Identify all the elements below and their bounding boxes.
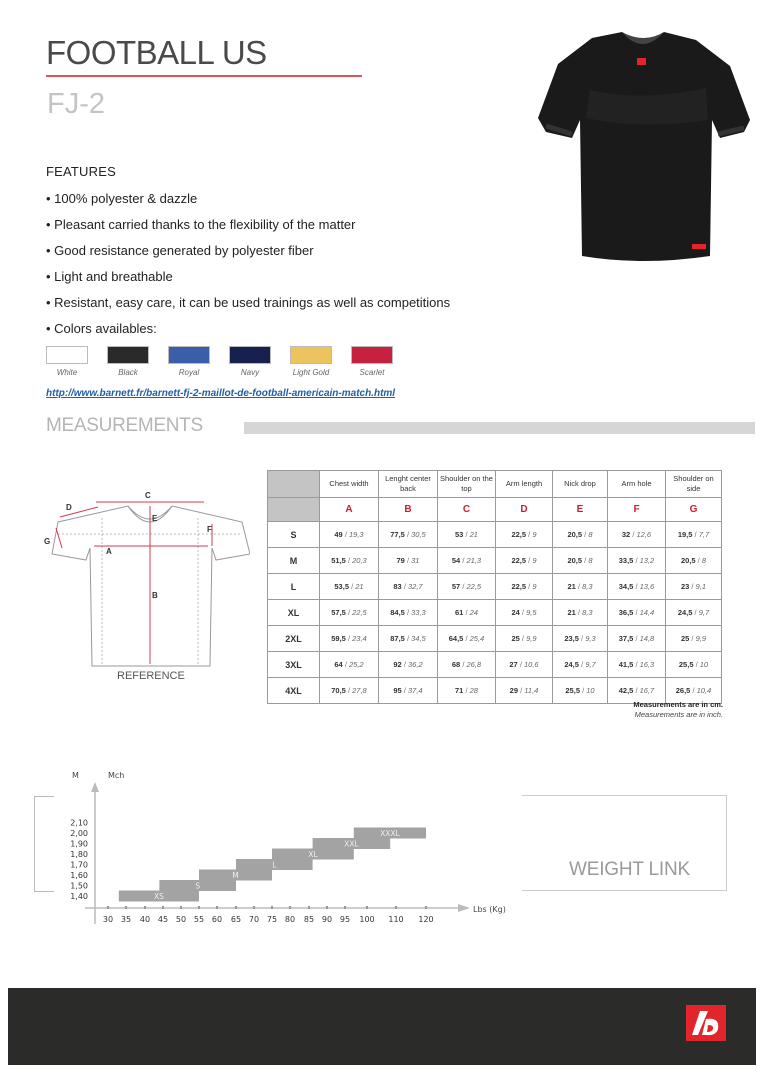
value-inch: 8: [588, 556, 593, 565]
measurement-cell: 23 / 9,1: [666, 574, 722, 600]
measurement-cell: 29 / 11,4: [496, 678, 553, 704]
x-tick-label: 100: [359, 915, 375, 924]
size-label: 4XL: [268, 678, 320, 704]
value-cm: 23: [680, 582, 690, 591]
value-inch: 8,3: [582, 582, 593, 591]
value-inch: 21: [469, 530, 478, 539]
measurement-cell: 57 / 22,5: [438, 574, 496, 600]
value-cm: 32: [621, 530, 631, 539]
measurement-cell: 22,5 / 9: [496, 574, 553, 600]
column-header: Arm hole: [608, 471, 666, 498]
x-tick-label: 40: [139, 915, 151, 924]
measurement-cell: 32 / 12,6: [608, 522, 666, 548]
bar-size-label: XXL: [344, 839, 359, 849]
swatch-label: Royal: [178, 368, 200, 377]
value-inch: 11,4: [524, 686, 539, 695]
measurement-cell: 20,5 / 8: [553, 548, 608, 574]
measurement-cell: 20,5 / 8: [666, 548, 722, 574]
column-header: Chest width: [320, 471, 379, 498]
value-cm: 20,5: [680, 556, 696, 565]
value-inch: 21,3: [466, 556, 482, 565]
column-letter: A: [320, 498, 379, 522]
column-header: Shoulder on the top: [438, 471, 496, 498]
size-label: 3XL: [268, 652, 320, 678]
svg-text:D: D: [66, 503, 72, 512]
value-inch: 34,5: [411, 634, 426, 643]
measurement-cell: 21 / 8,3: [553, 574, 608, 600]
measurement-cell: 36,5 / 14,4: [608, 600, 666, 626]
value-cm: 34,5: [618, 582, 634, 591]
measurement-cell: 25 / 9,9: [496, 626, 553, 652]
page-title: FOOTBALL US: [46, 34, 267, 71]
table-row: [268, 600, 722, 626]
measurement-cell: 53,5 / 21: [320, 574, 379, 600]
barnett-logo-icon: [686, 1005, 726, 1041]
x-axis-arrow-icon: [458, 904, 470, 912]
measurement-cell: 42,5 / 16,7: [608, 678, 666, 704]
y-tick-label: 1,40: [70, 892, 88, 901]
value-inch: 27,8: [352, 686, 367, 695]
value-cm: 61: [455, 608, 464, 617]
x-tick-label: 50: [175, 915, 187, 924]
value-cm: 68: [451, 660, 461, 669]
value-inch: 9,1: [695, 582, 707, 591]
reference-label: REFERENCE: [117, 670, 185, 682]
value-cm: 22,5: [511, 556, 527, 565]
bar-size-label: L: [272, 860, 277, 870]
feature-item: • Light and breathable: [46, 269, 173, 284]
measurement-cell: 21 / 8,3: [553, 600, 608, 626]
color-chip: [107, 346, 149, 364]
product-link[interactable]: http://www.barnett.fr/barnett-fj-2-maillot-de-football-americain-match.html: [46, 388, 396, 399]
measurement-cell: 92 / 36,2: [379, 652, 438, 678]
y-tick-label: 1,60: [70, 871, 88, 880]
value-cm: 27: [509, 660, 518, 669]
size-label: S: [268, 522, 320, 548]
value-inch: 8,3: [582, 608, 593, 617]
table-header-row: [268, 471, 722, 498]
value-cm: 21: [567, 608, 576, 617]
features-heading: FEATURES: [46, 164, 116, 179]
measurement-cell: 24 / 9,5: [496, 600, 553, 626]
value-cm: 53: [455, 530, 464, 539]
x-tick-label: 70: [248, 915, 260, 924]
measurement-cell: 71 / 28: [438, 678, 496, 704]
value-inch: 22,5: [466, 582, 482, 591]
swatch-label: White: [56, 368, 78, 377]
bar-size-label: XXXL: [380, 829, 400, 838]
value-cm: 77,5: [390, 530, 405, 539]
bar-size-label: M: [232, 871, 239, 880]
x-tick-label: 45: [157, 915, 169, 924]
measurement-cell: 68 / 26,8: [438, 652, 496, 678]
x-tick-label: 65: [230, 915, 242, 924]
table-row: [268, 574, 722, 600]
measurement-cell: 49 / 19,3: [320, 522, 379, 548]
value-inch: 10,6: [524, 660, 539, 669]
swatch-light-gold: [290, 346, 332, 377]
value-cm: 95: [393, 686, 402, 695]
column-letter: E: [553, 498, 608, 522]
measurement-cell: 95 / 37,4: [379, 678, 438, 704]
measurement-cell: 57,5 / 22,5: [320, 600, 379, 626]
measurement-cell: 77,5 / 30,5: [379, 522, 438, 548]
column-header: Nick drop: [553, 471, 608, 498]
value-inch: 36,2: [408, 660, 423, 669]
color-chip: [229, 346, 271, 364]
feature-item: • 100% polyester & dazzle: [46, 191, 197, 206]
size-label: XL: [268, 600, 320, 626]
value-cm: 42,5: [618, 686, 634, 695]
measurement-cell: 41,5 / 16,3: [608, 652, 666, 678]
x-tick-label: 35: [120, 915, 132, 924]
value-inch: 30,5: [411, 530, 426, 539]
value-inch: 20,3: [352, 556, 367, 565]
x-tick-label: 120: [418, 915, 434, 924]
svg-text:B: B: [152, 591, 158, 600]
x-tick-label: 80: [284, 915, 296, 924]
x-tick-label: 85: [303, 915, 315, 924]
value-inch: 10: [586, 686, 595, 695]
measurement-cell: 64 / 25,2: [320, 652, 379, 678]
column-header: Lenght center back: [379, 471, 438, 498]
value-cm: 24: [511, 608, 520, 617]
value-cm: 79: [396, 556, 405, 565]
color-chip: [351, 346, 393, 364]
value-inch: 10: [699, 660, 709, 669]
weight-size-chart: [30, 762, 510, 932]
measurement-cell: 23,5 / 9,3: [553, 626, 608, 652]
measurements-heading: MEASUREMENTS: [46, 415, 203, 436]
value-cm: 25,5: [678, 660, 694, 669]
value-cm: 25: [511, 634, 520, 643]
value-cm: 57: [451, 582, 461, 591]
swatch-white: [46, 346, 88, 377]
x-tick-label: 75: [266, 915, 278, 924]
value-inch: 9,7: [585, 660, 596, 669]
x-tick-label: 55: [193, 915, 205, 924]
reference-shirt-diagram: [40, 488, 250, 668]
value-inch: 12,6: [636, 530, 652, 539]
value-cm: 41,5: [618, 660, 634, 669]
value-cm: 70,5: [331, 686, 346, 695]
color-swatches: [46, 346, 393, 377]
measurement-cell: 87,5 / 34,5: [379, 626, 438, 652]
value-inch: 14,8: [639, 634, 655, 643]
value-inch: 8: [588, 530, 593, 539]
measurement-cell: 24,5 / 9,7: [666, 600, 722, 626]
measurement-cell: 25,5 / 10: [666, 652, 722, 678]
swatch-label: Scarlet: [359, 368, 385, 377]
y-tick-label: 1,50: [70, 881, 88, 891]
value-cm: 20,5: [567, 530, 583, 539]
value-cm: 83: [393, 582, 402, 591]
value-inch: 19,3: [349, 530, 364, 539]
value-inch: 9: [532, 582, 537, 591]
measurement-cell: 64,5 / 25,4: [438, 626, 496, 652]
value-inch: 25,2: [349, 660, 364, 669]
value-cm: 23,5: [564, 634, 579, 643]
jersey-photo: [530, 30, 755, 270]
note-inch: Measurements are in inch.: [634, 710, 723, 719]
value-cm: 29: [509, 686, 519, 695]
measurement-cell: 20,5 / 8: [553, 522, 608, 548]
measurement-cell: 61 / 24: [438, 600, 496, 626]
value-cm: 87,5: [390, 634, 405, 643]
measurement-cell: 25,5 / 10: [553, 678, 608, 704]
value-inch: 14,4: [639, 608, 655, 617]
value-cm: 25,5: [565, 686, 580, 695]
measurement-cell: 26,5 / 10,4: [666, 678, 722, 704]
color-chip: [290, 346, 332, 364]
column-header: Shoulder on side: [666, 471, 722, 498]
value-cm: 24,5: [677, 608, 693, 617]
value-inch: 21: [355, 582, 364, 591]
y-axis-arrow-icon: [91, 782, 99, 792]
value-inch: 13,2: [639, 556, 655, 565]
measurement-cell: 70,5 / 27,8: [320, 678, 379, 704]
feature-item: • Pleasant carried thanks to the flexibility of the matter: [46, 217, 356, 232]
swatch-label: Light Gold: [292, 368, 330, 377]
weight-link-label: WEIGHT LINK: [569, 859, 690, 880]
value-inch: 13,6: [639, 582, 655, 591]
table-corner: [268, 498, 320, 522]
measurement-cell: 51,5 / 20,3: [320, 548, 379, 574]
table-row: [268, 652, 722, 678]
value-cm: 22,5: [511, 582, 527, 591]
measurement-cell: 24,5 / 9,7: [553, 652, 608, 678]
bar-size-label: XL: [308, 850, 318, 859]
value-inch: 26,8: [466, 660, 482, 669]
value-cm: 24,5: [564, 660, 579, 669]
value-cm: 84,5: [390, 608, 405, 617]
x-tick-label: 60: [211, 915, 223, 924]
value-inch: 22,5: [352, 608, 367, 617]
swatch-label: Black: [118, 368, 138, 377]
value-inch: 16,7: [639, 686, 655, 695]
value-inch: 16,3: [639, 660, 655, 669]
value-cm: 21: [567, 582, 576, 591]
measurement-cell: 25 / 9,9: [666, 626, 722, 652]
column-letter: D: [496, 498, 553, 522]
size-label: M: [268, 548, 320, 574]
measurement-cell: 54 / 21,3: [438, 548, 496, 574]
value-inch: 9,5: [526, 608, 537, 617]
value-inch: 9,9: [526, 634, 537, 643]
measurement-cell: 22,5 / 9: [496, 548, 553, 574]
measurement-cell: 84,5 / 33,3: [379, 600, 438, 626]
value-cm: 33,5: [618, 556, 634, 565]
value-inch: 9,7: [698, 608, 710, 617]
measurement-cell: 59,5 / 23,4: [320, 626, 379, 652]
value-inch: 9: [532, 556, 537, 565]
y-tick-label: 2,10: [70, 818, 88, 828]
y-axis-label-mch: Mch: [108, 771, 125, 780]
table-corner: [268, 471, 320, 498]
column-letter: F: [608, 498, 666, 522]
value-cm: 59,5: [331, 634, 346, 643]
measurement-cell: 27 / 10,6: [496, 652, 553, 678]
table-row: [268, 522, 722, 548]
value-cm: 36,5: [618, 608, 634, 617]
value-inch: 33,3: [411, 608, 426, 617]
size-label: L: [268, 574, 320, 600]
y-tick-label: 1,70: [70, 860, 88, 870]
value-cm: 51,5: [331, 556, 346, 565]
value-cm: 37,5: [618, 634, 634, 643]
model-code: FJ-2: [47, 88, 105, 120]
value-cm: 57,5: [331, 608, 346, 617]
column-letter: C: [438, 498, 496, 522]
column-header: Arm length: [496, 471, 553, 498]
value-cm: 49: [334, 530, 343, 539]
value-cm: 64: [334, 660, 343, 669]
feature-item: • Resistant, easy care, it can be used trainings as well as competitions: [46, 295, 450, 310]
measurement-cell: 33,5 / 13,2: [608, 548, 666, 574]
bar-size-label: XS: [153, 892, 164, 901]
column-letter: B: [379, 498, 438, 522]
feature-item: • Good resistance generated by polyester fiber: [46, 243, 314, 258]
table-letter-row: [268, 498, 722, 522]
x-tick-label: 110: [388, 915, 404, 924]
value-inch: 37,4: [408, 686, 423, 695]
x-tick-label: 95: [339, 915, 351, 924]
note-cm: Measurements are in cm.: [633, 700, 723, 709]
measurement-cell: 37,5 / 14,8: [608, 626, 666, 652]
color-chip: [46, 346, 88, 364]
y-tick-label: 2,00: [70, 829, 88, 838]
x-tick-label: 30: [102, 915, 114, 924]
measurement-cell: 19,5 / 7,7: [666, 522, 722, 548]
svg-text:G: G: [44, 537, 51, 546]
measurement-cell: 53 / 21: [438, 522, 496, 548]
color-chip: [168, 346, 210, 364]
value-inch: 28: [469, 686, 478, 695]
value-inch: 9,9: [695, 634, 707, 643]
measurement-cell: 34,5 / 13,6: [608, 574, 666, 600]
value-cm: 25: [680, 634, 690, 643]
value-cm: 54: [451, 556, 461, 565]
value-cm: 19,5: [677, 530, 693, 539]
measurement-cell: 83 / 32,7: [379, 574, 438, 600]
value-inch: 23,4: [352, 634, 367, 643]
bar-size-label: S: [195, 881, 201, 891]
svg-text:A: A: [106, 547, 112, 556]
y-tick-label: 1,80: [70, 850, 88, 859]
table-row: [268, 626, 722, 652]
swatch-black: [107, 346, 149, 377]
value-inch: 32,7: [408, 582, 423, 591]
measurement-cell: 79 / 31: [379, 548, 438, 574]
size-label: 2XL: [268, 626, 320, 652]
svg-text:C: C: [145, 491, 151, 500]
value-cm: 22,5: [511, 530, 527, 539]
value-inch: 25,4: [469, 634, 485, 643]
value-inch: 8: [701, 556, 707, 565]
title-underline: [46, 75, 362, 77]
value-inch: 7,7: [698, 530, 710, 539]
swatch-label: Navy: [240, 368, 260, 377]
y-axis-label-m: M: [72, 771, 79, 780]
value-inch: 24: [469, 608, 478, 617]
size-table: [267, 470, 722, 704]
value-cm: 26,5: [675, 686, 691, 695]
value-inch: 9: [532, 530, 537, 539]
svg-text:E: E: [152, 514, 158, 523]
value-cm: 92: [393, 660, 402, 669]
x-axis-label: Lbs (Kg): [473, 905, 506, 914]
value-cm: 53,5: [334, 582, 349, 591]
feature-item: • Colors availables:: [46, 321, 157, 336]
swatch-royal: [168, 346, 210, 377]
value-cm: 64,5: [448, 634, 464, 643]
value-cm: 71: [455, 686, 464, 695]
value-inch: 31: [411, 556, 420, 565]
value-inch: 9,3: [585, 634, 596, 643]
y-tick-label: 1,90: [70, 839, 88, 849]
value-inch: 10,4: [696, 686, 712, 695]
measurement-cell: 22,5 / 9: [496, 522, 553, 548]
footer-bar: [8, 988, 756, 1065]
table-row: [268, 548, 722, 574]
section-divider-bar: [244, 422, 755, 434]
value-cm: 20,5: [567, 556, 583, 565]
column-letter: G: [666, 498, 722, 522]
x-tick-label: 90: [321, 915, 333, 924]
svg-text:F: F: [207, 525, 212, 534]
swatch-scarlet: [351, 346, 393, 377]
swatch-navy: [229, 346, 271, 377]
